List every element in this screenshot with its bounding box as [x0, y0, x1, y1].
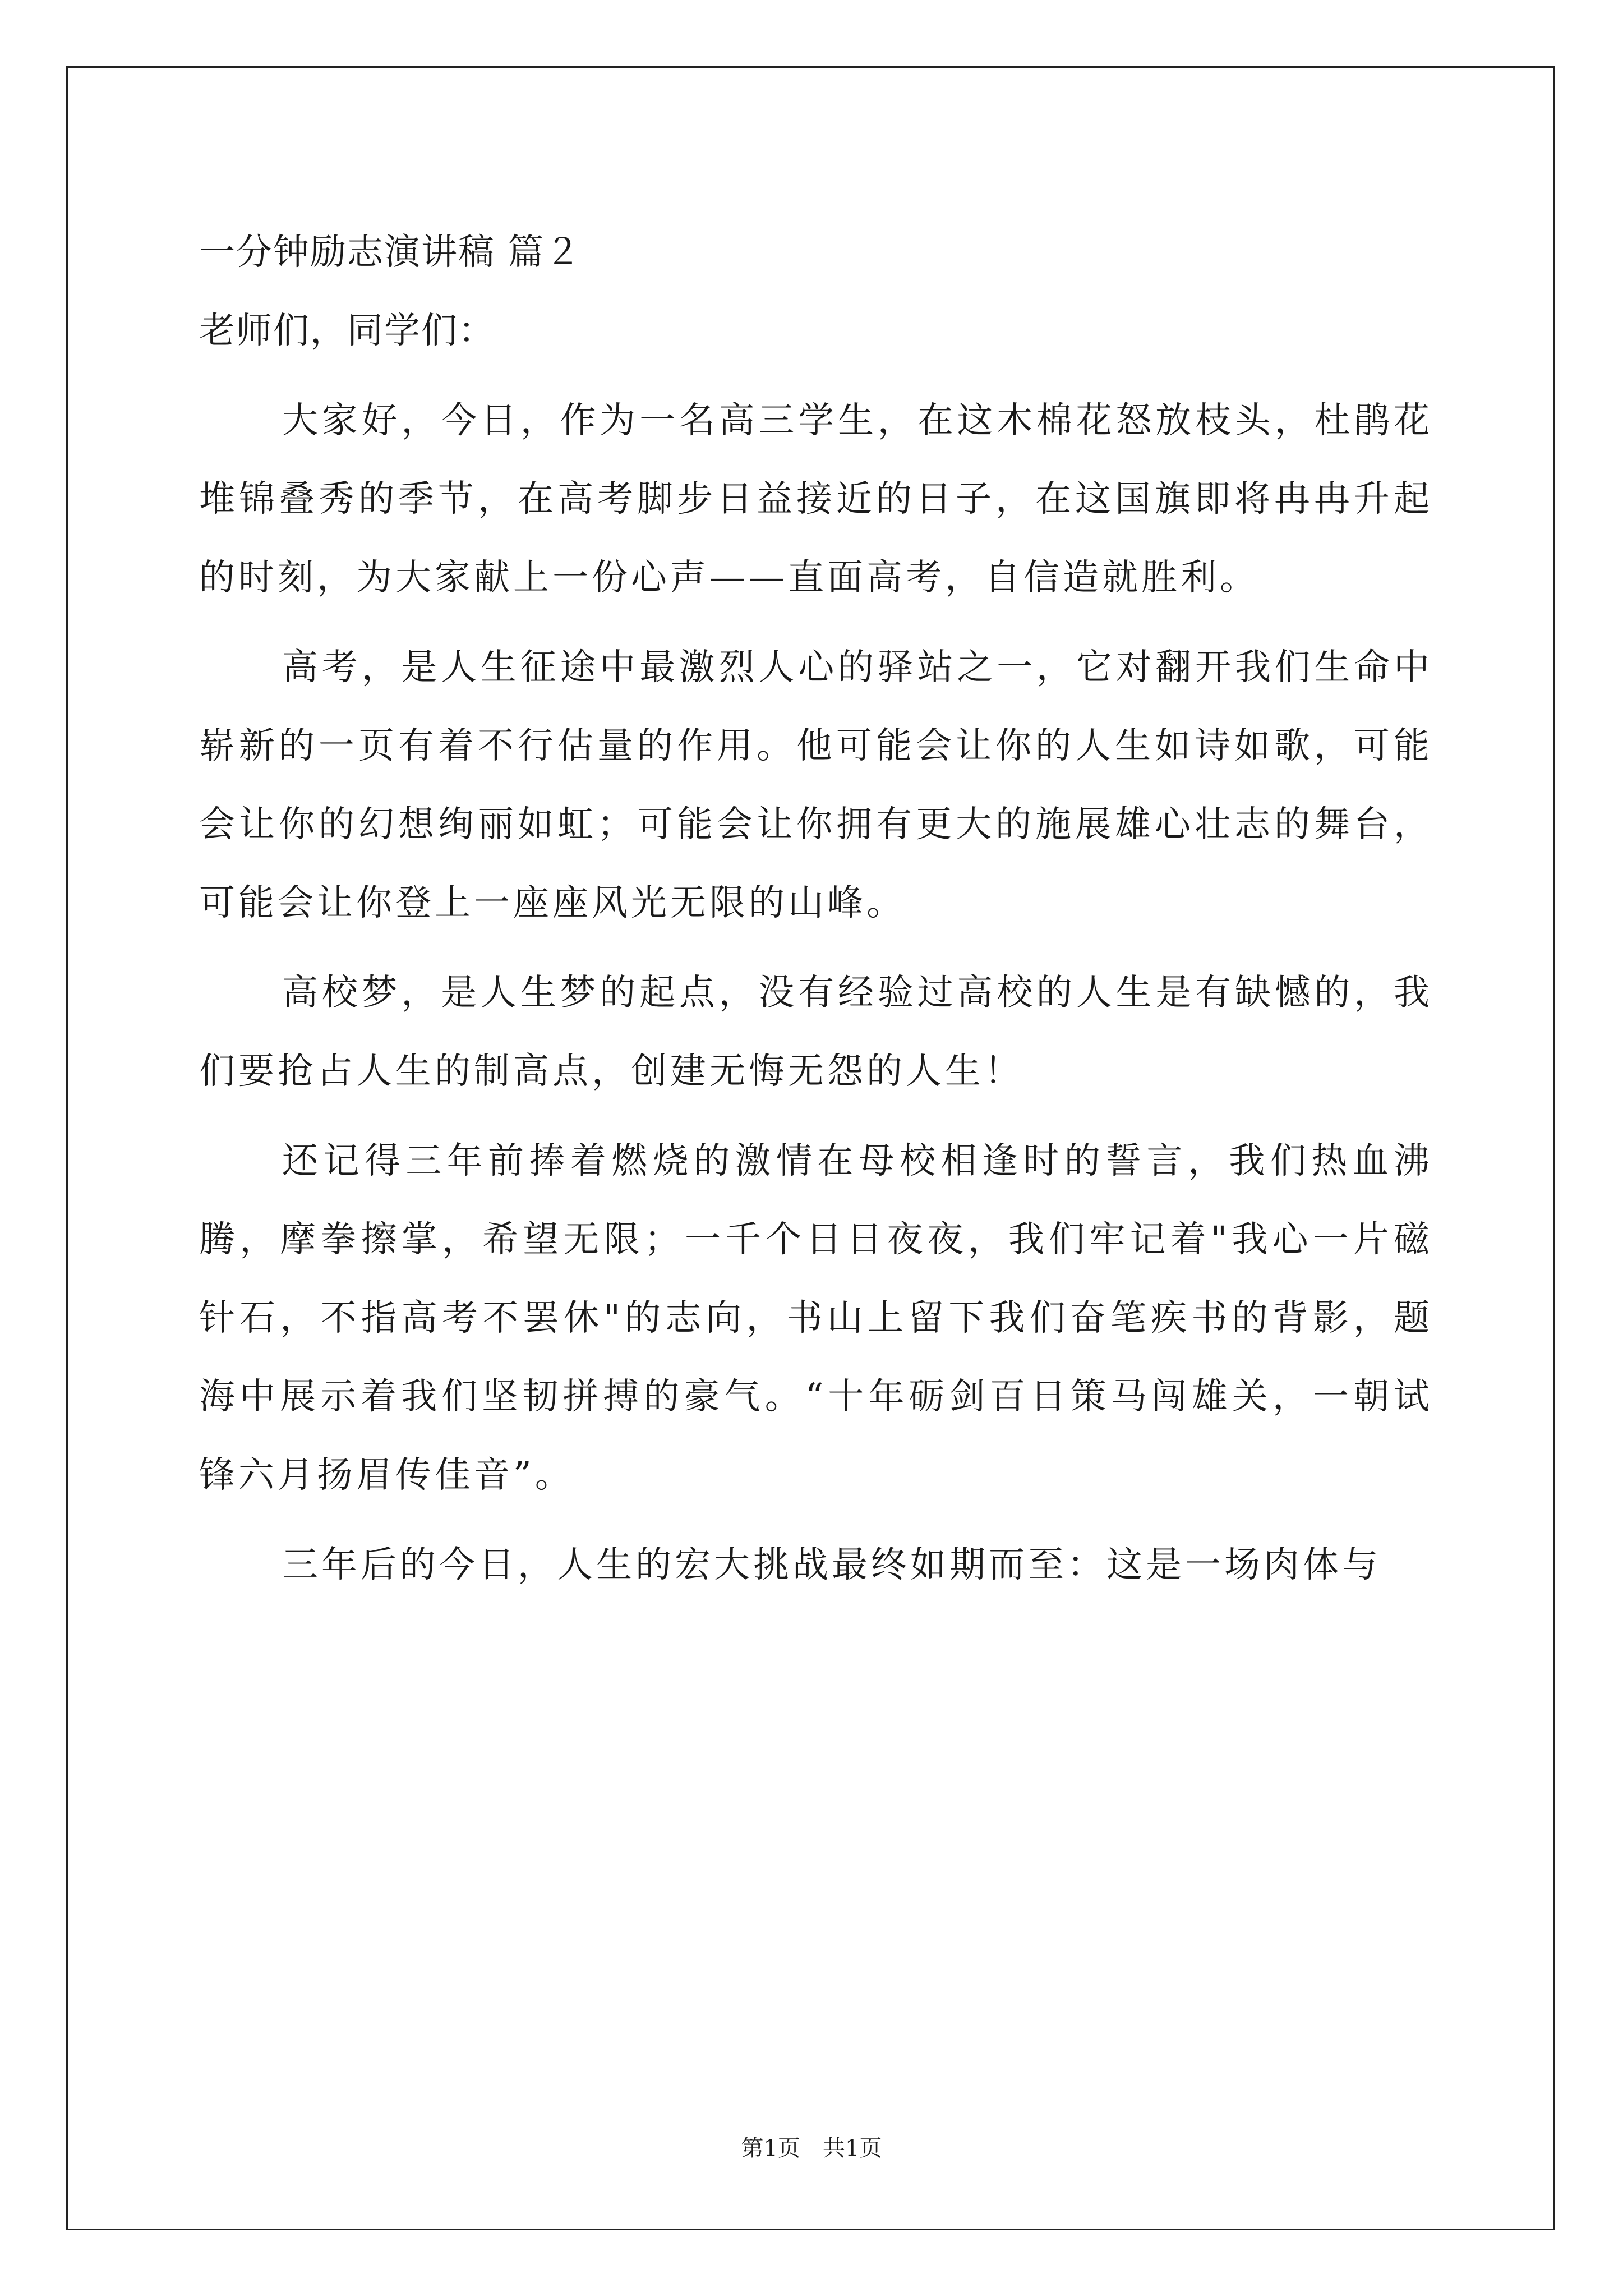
- paragraph: 还记得三年前捧着燃烧的激情在母校相逢时的誓言，我们热血沸腾，摩拳擦掌，希望无限；一千个日日夜夜，我们牢记着"我心一片磁针石，不指高考不罢休"的志向，书山上留下我们奋笔疾书的背影，题海中展示着我们坚韧拼搏的豪气。“十年砺剑百日策马闯雄关，一朝试锋六月扬眉传佳音”。: [199, 1140, 1433, 1496]
- document-title: 一分钟励志演讲稿 篇２: [199, 232, 582, 273]
- document-body: [199, 224, 1433, 1604]
- page-number-footer: 第1页 共1页: [741, 2136, 882, 2161]
- salutation: 老师们，同学们：: [199, 310, 495, 352]
- paragraph: 高考，是人生征途中最激烈人心的驿站之一，它对翻开我们生命中崭新的一页有着不行估量的作用。他可能会让你的人生如诗如歌，可能会让你的幻想绚丽如虹；可能会让你拥有更大的施展雄心壮志的舞台，可能会让你登上一座座风光无限的山峰。: [199, 647, 1433, 924]
- paragraph: 高校梦，是人生梦的起点，没有经验过高校的人生是有缺憾的，我们要抢占人生的制高点，创建无悔无怨的人生！: [199, 972, 1433, 1092]
- paragraph: 大家好，今日，作为一名高三学生，在这木棉花怒放枝头，杜鹃花堆锦叠秀的季节，在高考脚步日益接近的日子，在这国旗即将冉冉升起的时刻，为大家献上一份心声——直面高考，自信造就胜利。: [199, 400, 1433, 599]
- paragraph: 三年后的今日，人生的宏大挑战最终如期而至：这是一场肉体与: [282, 1544, 1381, 1586]
